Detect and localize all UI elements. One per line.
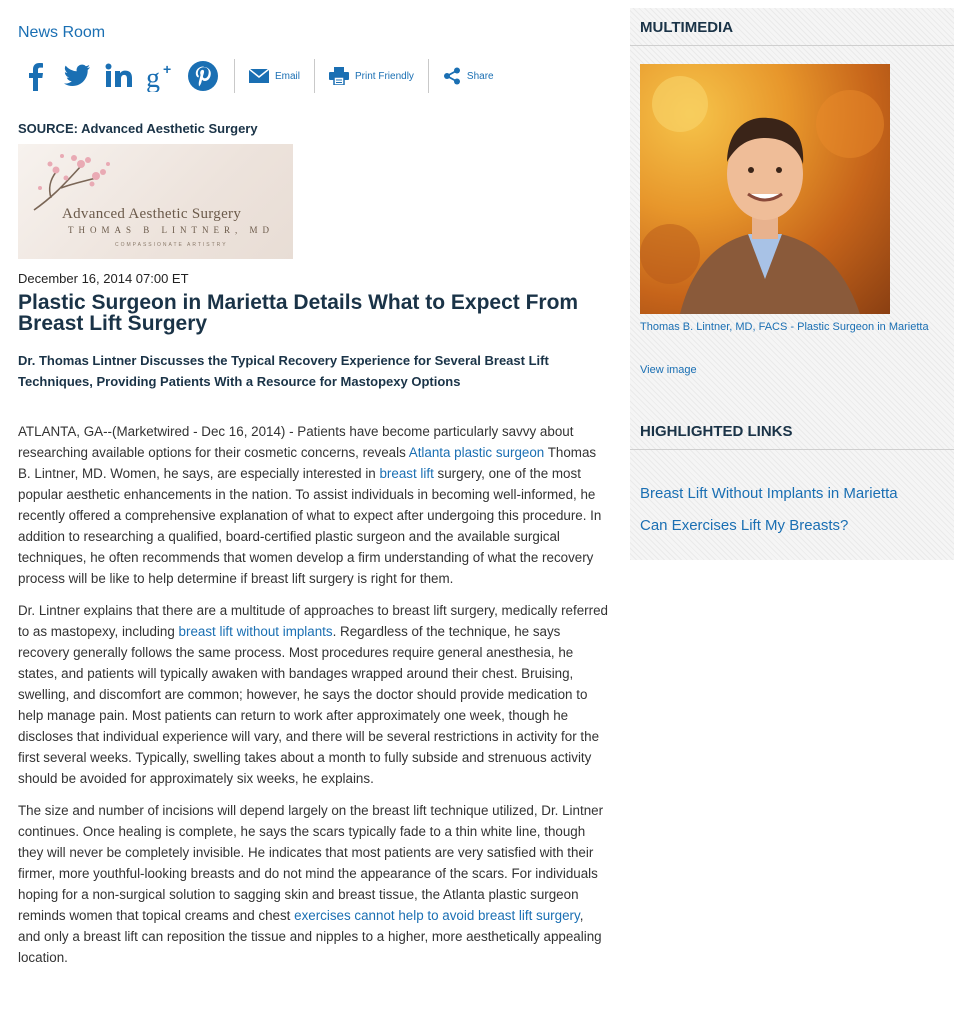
svg-text:g: g: [146, 63, 160, 92]
email-button[interactable]: [249, 69, 300, 83]
share-label: Share: [466, 70, 494, 82]
paragraph: The size and number of incisions will depend largely on the breast lift technique utilized, Dr. Lintner continues. Once healing is complete, he says the scars typically fade to a thin white line, though they will never be completely invisible. He indicates that most patients are very satisfied with their firmer, more youthful-looking breasts and do not mind the appearance of the scars. For individuals hoping for a non-surgical solution to sagging skin and breast tissue, the Atlanta plastic surgeon reminds women that topical creams and chest exercises cannot help to avoid breast lift surgery, and only a breast lift can reposition the tissue and nipples to a higher, more aesthetically appealing location.: [18, 803, 604, 965]
highlighted-link[interactable]: Can Exercises Lift My Breasts?: [640, 517, 849, 534]
article-headline: Plastic Surgeon in Marietta Details What to Expect From Breast Lift Surgery: [18, 291, 579, 335]
breast-lift-without-implants-link[interactable]: breast lift without implants: [178, 624, 333, 639]
logo-tagline: COMPASSIONATE ARTISTRY: [115, 242, 228, 248]
printer-icon: [329, 67, 349, 85]
share-button[interactable]: [443, 67, 494, 85]
print-friendly-button[interactable]: [329, 67, 414, 85]
logo-title: Advanced Aesthetic Surgery: [62, 206, 242, 222]
share-separator: [314, 59, 315, 93]
logo-subtitle: THOMAS B LINTNER, MD: [68, 225, 275, 235]
article-body: [18, 421, 608, 979]
paragraph: ATLANTA, GA--(Marketwired - Dec 16, 2014) - Patients have become particularly savvy about researching available options for their cosmetic concerns, reveals Atlanta plastic surgeon Thomas B. Lintner, MD. Women, he says, are especially interested in breast lift surgery, one of the most popular aesthetic enhancements in the nation. To assist individuals in becoming well-informed, he recently offered a comprehensive explanation of what to expect after undergoing this procedure. In addition to researching a qualified, board-certified plastic surgeon and the available surgical techniques, he often recommends that women develop a firm understanding of what the recovery process will be like to help determine if breast lift surgery is right for them.: [18, 424, 602, 586]
newsroom-link[interactable]: News Room: [18, 24, 106, 41]
view-image-link[interactable]: View image: [640, 364, 697, 376]
share-icon: [443, 67, 461, 85]
sidebar: [630, 8, 954, 560]
exercises-cannot-help-link[interactable]: exercises cannot help to avoid breast lift surgery: [294, 908, 580, 923]
share-separator: [234, 59, 235, 93]
envelope-icon: [249, 69, 269, 83]
share-bar: [18, 58, 538, 94]
photo-caption[interactable]: Thomas B. Lintner, MD, FACS - Plastic Surgeon in Marietta: [640, 321, 929, 333]
paragraph: Dr. Lintner explains that there are a multitude of approaches to breast lift surgery, medically referred to as mastopexy, including breast lift without implants. Regardless of the technique, he says recovery generally follows the same process. Most procedures require general anesthesia, he states, and patients will typically awaken with bandages wrapped around their chest. Bruising, swelling, and discomfort are common; however, he says the doctor should provide medication to help manage pain. Most patients can return to work after approximately one week, though he discloses that individual experience will vary, and there will be several restrictions in activity for the first several weeks. Typically, swelling takes about a month to fully subside and strenuous activity should be avoided for approximately six weeks, he explains.: [18, 603, 608, 786]
google-plus-icon[interactable]: [144, 59, 178, 93]
highlighted-link[interactable]: Breast Lift Without Implants in Marietta: [640, 485, 898, 502]
multimedia-heading: MULTIMEDIA: [640, 19, 734, 36]
twitter-icon[interactable]: [60, 59, 94, 93]
release-date: December 16, 2014 07:00 ET: [18, 271, 189, 286]
divider: [630, 45, 954, 46]
divider: [630, 449, 954, 450]
share-separator: [428, 59, 429, 93]
article-subhead: Dr. Thomas Lintner Discusses the Typical Recovery Experience for Several Breast Lift Techniques, Providing Patients With a Resource for Mastopexy Options: [18, 353, 549, 389]
svg-text:+: +: [163, 61, 172, 77]
source-line: SOURCE: Advanced Aesthetic Surgery: [18, 121, 258, 136]
company-logo: [18, 144, 293, 259]
facebook-icon[interactable]: [18, 59, 52, 93]
linkedin-icon[interactable]: [102, 59, 136, 93]
print-friendly-label: Print Friendly: [355, 70, 414, 82]
surgeon-photo[interactable]: [640, 64, 890, 314]
atlanta-plastic-surgeon-link[interactable]: Atlanta plastic surgeon: [408, 445, 545, 460]
breast-lift-link[interactable]: breast lift: [379, 466, 434, 481]
email-label: Email: [275, 70, 301, 82]
pinterest-icon[interactable]: [186, 59, 220, 93]
highlighted-links-heading: HIGHLIGHTED LINKS: [640, 423, 793, 440]
